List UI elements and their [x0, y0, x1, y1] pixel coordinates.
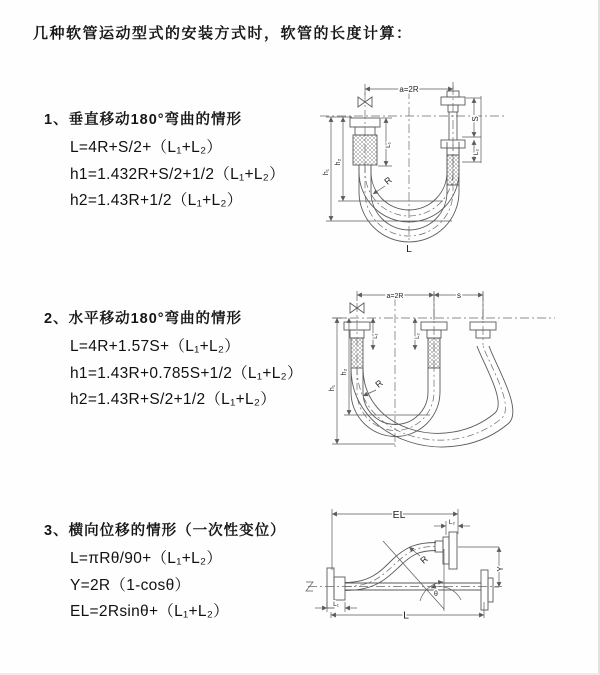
dim-label-h1: h₁: [323, 168, 330, 176]
radius-label: R: [373, 377, 385, 390]
middle-braided-section: [428, 338, 440, 368]
formula-line: L=πRθ/90+（L₁+L₂）: [70, 550, 223, 567]
dim-label-h2: h₂: [335, 158, 342, 166]
dim-label-y: Y: [496, 566, 505, 572]
dim-label-l2: L₂: [448, 519, 456, 526]
section-1-heading: 1、垂直移动180°弯曲的情形: [44, 112, 243, 128]
formula-line: h1=1.43R+0.785S+1/2（L₁+L₂）: [70, 364, 303, 382]
dim-label-l2: L₂: [473, 148, 480, 156]
dim-label-h2: h₂: [341, 368, 348, 376]
hose-position1-inner: [363, 368, 428, 425]
dim-label-l1: L₁: [333, 601, 339, 608]
dim-label-a2r: a=2R: [399, 85, 419, 94]
section-2-formulas: [70, 334, 303, 414]
section-3-heading: 3、横向位移的情形（一次性变位）: [44, 523, 286, 539]
dim-label-a2r: a=2R: [386, 293, 404, 300]
dim-label-l: L: [403, 609, 409, 622]
hose-curve-centerline: [345, 547, 436, 587]
formula-line: h2=1.43R+S/2+1/2（L₁+L₂）: [70, 391, 277, 408]
section-horizontal-movement: [44, 309, 303, 414]
dim-label-l1: L₁: [373, 333, 379, 339]
dim-label-s: s: [457, 291, 461, 300]
angle-label: θ: [434, 591, 438, 598]
diagram-lateral-displacement: [303, 498, 571, 633]
formula-line: Y=2R（1-cosθ）: [70, 576, 191, 594]
dim-label-s: S: [471, 116, 480, 122]
dim-label-el: EL: [392, 509, 406, 521]
length-label: L: [406, 243, 412, 255]
dim-label-l1: L₁: [385, 142, 392, 148]
right-flange-hub: [488, 578, 493, 602]
section-2-heading: 2、水平移动180°弯曲的情形: [44, 311, 243, 327]
formula-line: h2=1.43R+1/2（L₁+L₂）: [70, 192, 243, 209]
diagram-vertical-180-bend: [313, 75, 573, 260]
radius-label: R: [382, 174, 394, 187]
page-title: 几种软管运动型式的安装方式时，软管的长度计算：: [33, 25, 413, 42]
hose-position1-centerline: [357, 368, 434, 431]
formula-line: L=4R+1.57S+（L₁+L₂）: [70, 338, 241, 355]
formula-line: L=4R+S/2+（L₁+L₂）: [70, 139, 223, 156]
diagram-horizontal-180-bend: [325, 283, 570, 463]
section-lateral-displacement: [44, 521, 286, 626]
left-flange-hub: [334, 577, 345, 600]
left-braided-section: [353, 135, 377, 165]
dim-label-l2: L₂: [415, 333, 421, 339]
formula-line: h1=1.432R+S/2+1/2（L₁+L₂）: [70, 165, 285, 183]
angle-arc-1: [420, 582, 443, 601]
radius-label: R: [418, 553, 430, 566]
top-flange-stem: [435, 541, 443, 552]
right-flange-plate: [481, 570, 488, 610]
section-vertical-movement: [44, 110, 285, 215]
formula-line: EL=2Rsinθ+（L₁+L₂）: [70, 603, 229, 620]
radius-leader: [373, 186, 385, 194]
top-flange-plate: [449, 532, 457, 569]
dim-label-h1: h₁: [329, 384, 336, 392]
section-1-formulas: [70, 135, 285, 215]
left-braided-section: [351, 338, 363, 368]
section-3-formulas: [70, 546, 286, 626]
